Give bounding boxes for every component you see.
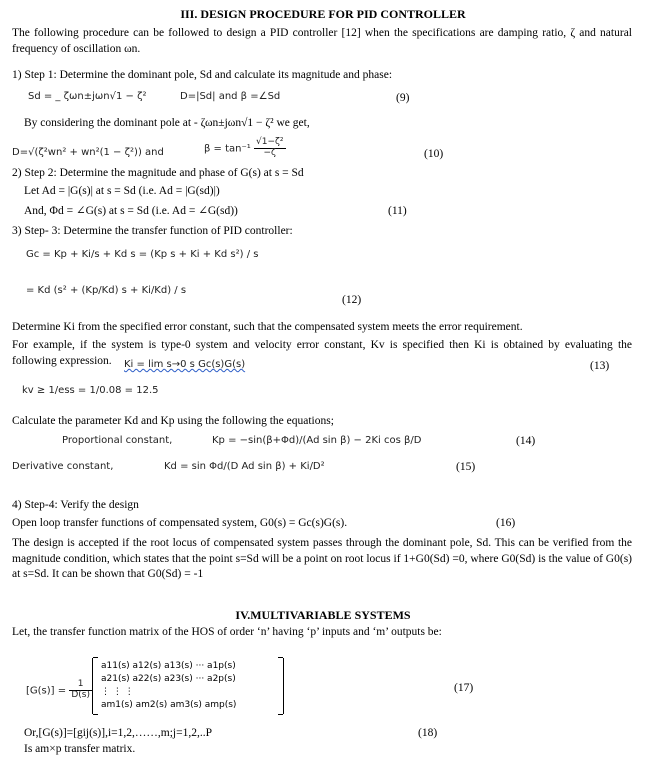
eq10-right-prefix: β = tan⁻¹	[204, 143, 251, 155]
eq13-number: (13)	[590, 360, 610, 372]
matrix-lhs-label: [G(s)] =	[26, 685, 67, 697]
calc-params-text: Calculate the parameter Kd and Kp using the following the equations;	[12, 415, 334, 427]
consider-text: By considering the dominant pole at - ζωn±jωn√1 − ζ² we get,	[24, 117, 310, 129]
eq14-number: (14)	[516, 435, 536, 447]
matrix-row: a11(s) a12(s) a13(s) ··· a1p(s)	[101, 661, 236, 671]
eq11-line2: And, Φd = ∠G(s) at s = Sd (i.e. Ad = ∠G(sd))	[24, 205, 238, 217]
section3-heading: III. DESIGN PROCEDURE FOR PID CONTROLLER	[180, 7, 466, 21]
eq16-number: (16)	[496, 517, 516, 529]
derivative-label: Derivative constant,	[12, 461, 114, 472]
proportional-expression: Kp = −sin(β+Φd)/(Ad sin β) − 2Ki cos β/D	[212, 435, 422, 446]
transfer-matrix	[92, 658, 284, 714]
proportional-label: Proportional constant,	[62, 435, 173, 446]
accept-paragraph: The design is accepted if the root locus of compensated system passes through the dominant pole, Sd. This can be verified from the magnitude condition, which states that the point s=Sd will be a point on root locus if 1+G0(Sd) =0, where G0(Sd) is the value of G0(s) at s=Sd. It can be shown that G0(Sd) = -1	[12, 537, 632, 581]
eq11-line1: Let Ad = |G(s)| at s = Sd (i.e. Ad = |G(sd)|)	[24, 185, 220, 197]
eq12-line1: Gc = Kp + Ki/s + Kd s = (Kp s + Ki + Kd s²) / s	[26, 249, 259, 260]
matrix-coefficient	[69, 680, 92, 701]
eq10-right	[204, 138, 286, 159]
step1-title: 1) Step 1: Determine the dominant pole, Sd and calculate its magnitude and phase:	[12, 69, 393, 81]
step4-title: 4) Step-4: Verify the design	[12, 499, 139, 511]
matrix-coef-top: 1	[69, 680, 92, 691]
eq17-number: (17)	[454, 682, 474, 694]
step2-title: 2) Step 2: Determine the magnitude and phase of G(s) at s = Sd	[12, 167, 304, 179]
eq12-line2: = Kd (s² + (Kp/Kd) s + Ki/Kd) / s	[26, 285, 187, 296]
step3-title: 3) Step- 3: Determine the transfer function of PID controller:	[12, 225, 293, 237]
derivative-expression: Kd = sin Φd/(D Ad sin β) + Ki/D²	[164, 461, 325, 472]
eq10-fraction	[254, 138, 286, 159]
kv-expression: kv ≥ 1/ess = 1/0.08 = 12.5	[22, 385, 159, 396]
eq18-number: (18)	[418, 727, 438, 739]
multivariable-intro: Let, the transfer function matrix of the HOS of order ‘n’ having ‘p’ inputs and ‘m’ outputs be:	[12, 626, 442, 638]
intro-paragraph: The following procedure can be followed to design a PID controller [12] when the specifications are damping ratio, ζ and natural frequency of oscillation ωn.	[12, 27, 632, 55]
eq15-number: (15)	[456, 461, 476, 473]
openloop-text: Open loop transfer functions of compensated system, G0(s) = Gc(s)G(s).	[12, 517, 348, 529]
eq13-expression: Ki = lim s→0 s Gc(s)G(s)	[124, 359, 246, 370]
matrix-row: a21(s) a22(s) a23(s) ··· a2p(s)	[101, 674, 236, 684]
eq9-number: (9)	[396, 92, 410, 104]
eq10-left: D=√(ζ²wn² + wn²(1 − ζ²)) and	[12, 147, 164, 158]
example-text: For example, if the system is type-0 system and velocity error constant, Kv is specified then Ki is obtained by evaluating the following expression.	[12, 339, 632, 367]
eq10-frac-top: √1−ζ²	[255, 137, 284, 147]
matrix-row: am1(s) am2(s) am3(s) amp(s)	[101, 700, 237, 710]
section4-heading: IV.MULTIVARIABLE SYSTEMS	[235, 608, 411, 622]
matrix-lhs	[26, 680, 92, 701]
eq10-frac-bottom: −ζ	[263, 147, 276, 158]
closing-text: Is am×p transfer matrix.	[24, 743, 136, 755]
matrix-coef-bottom: D(s)	[71, 689, 90, 700]
eq11-number: (11)	[388, 205, 407, 217]
eq12-number: (12)	[342, 294, 362, 306]
eq10-number: (10)	[424, 148, 444, 160]
eq9-left: Sd = _ ζωn±jωn√1 − ζ²	[28, 91, 147, 102]
eq18-text: Or,[G(s)]=[gij(s)],i=1,2,……,m;j=1,2,..P	[24, 727, 212, 739]
eq9-right: D=|Sd| and β =∠Sd	[180, 91, 281, 102]
matrix-row: ⋮ ⋮ ⋮	[101, 687, 134, 697]
determine-ki-text: Determine Ki from the specified error constant, such that the compensated system meets the error requirement.	[12, 321, 523, 333]
